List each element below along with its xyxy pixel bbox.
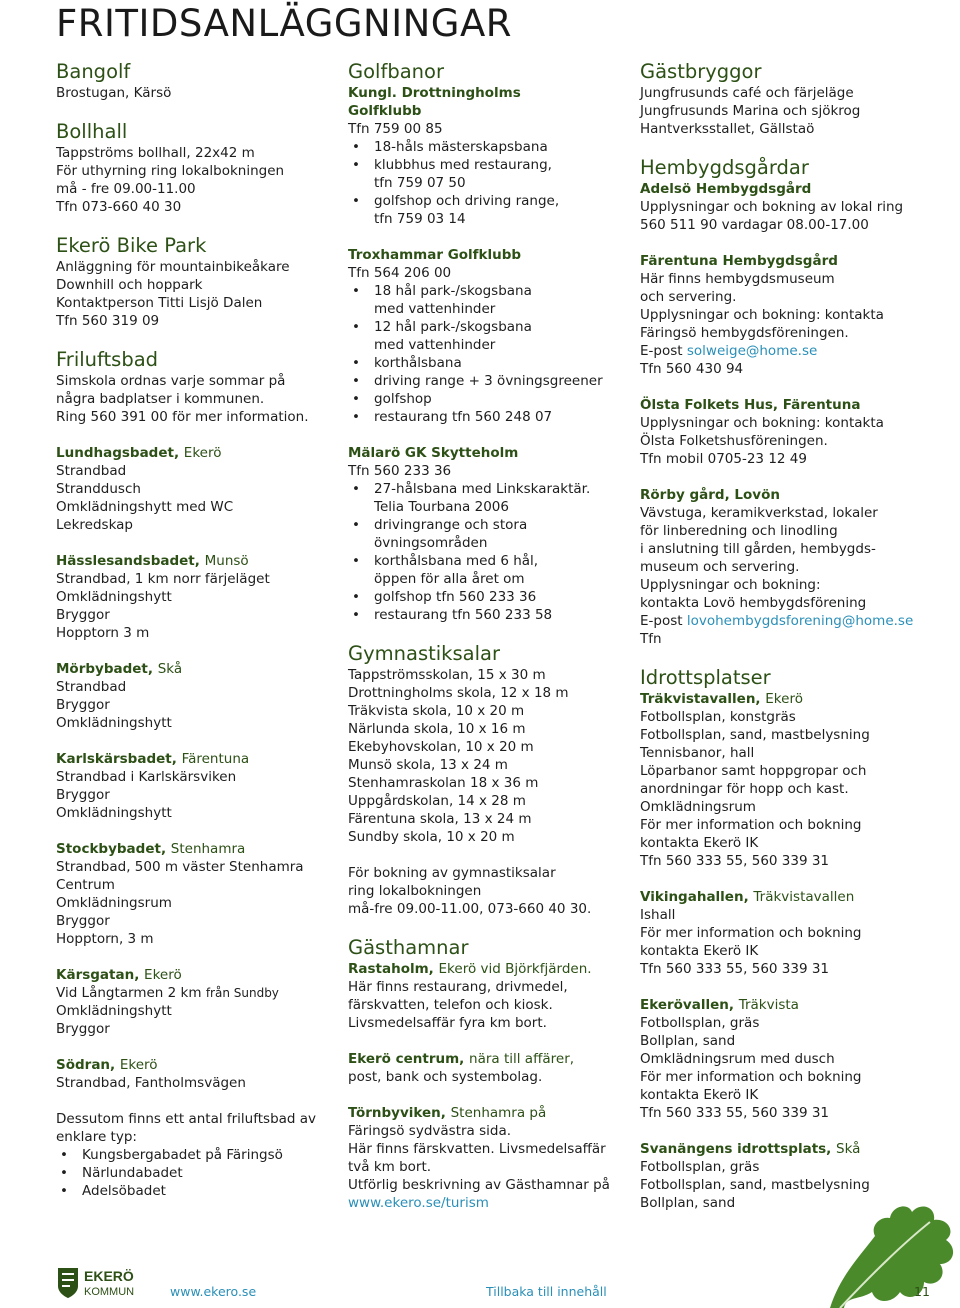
- svanangens-title: [640, 1140, 940, 1158]
- list-item: [348, 480, 630, 516]
- gymnastik-line: Ekebyhovskolan, 10 x 20 m: [348, 739, 534, 755]
- karlskar-line: Bryggor: [56, 787, 110, 803]
- gastbryggor-heading: Gästbryggor: [640, 60, 762, 83]
- adelso-name: Adelsö Hembygdsgård: [640, 181, 812, 197]
- malaro-name: Mälarö GK Skytteholm: [348, 445, 519, 461]
- stockby-line: Bryggor: [56, 913, 110, 929]
- vikinga-line: kontakta Ekerö IK: [640, 943, 759, 959]
- morby-title: [56, 660, 326, 678]
- list-item: [348, 282, 630, 318]
- rorby-email-row: [640, 612, 940, 630]
- stockby-location: Stenhamra: [170, 841, 246, 857]
- list-item-text: klubbhus med restaurang,: [374, 157, 552, 173]
- list-item-text: 12 hål park-/skogsbana: [374, 319, 532, 335]
- trakvista-line: Tfn 560 333 55, 560 339 31: [640, 853, 830, 869]
- list-item: [348, 318, 630, 354]
- karlskar-name: Karlskärsbadet,: [56, 751, 177, 767]
- svanangens-line: Bollplan, sand: [640, 1195, 736, 1211]
- morby-line: Strandbad: [56, 679, 127, 695]
- bikepark-line: Kontaktperson Titti Lisjö Dalen: [56, 295, 263, 311]
- list-item: [348, 552, 630, 588]
- rastaholm-location: Ekerö vid Björkfjärden.: [438, 961, 592, 977]
- gymnastik-line: Sundby skola, 10 x 20 m: [348, 829, 515, 845]
- bollhall-line: må - fre 09.00-11.00: [56, 181, 196, 197]
- list-item-sub: med vattenhinder: [374, 337, 496, 353]
- gasthamnar-heading: Gästhamnar: [348, 936, 469, 959]
- karlskar-title: [56, 750, 326, 768]
- dessutom-line: Dessutom finns ett antal friluftsbad av: [56, 1111, 317, 1127]
- sodran-line: Strandbad, Fantholmsvägen: [56, 1075, 246, 1091]
- gastbryggor-line: Jungfrusunds Marina och sjökrog: [640, 103, 861, 119]
- back-to-contents-link[interactable]: Tillbaka till innehåll: [486, 1284, 607, 1299]
- farentuna-name: Färentuna Hembygdsgård: [640, 253, 838, 269]
- list-item-sub: med vattenhinder: [374, 301, 496, 317]
- lundhags-line: Stranddusch: [56, 481, 141, 497]
- list-item-sub: tfn 759 03 14: [374, 211, 466, 227]
- ekerovallen-location: Träkvista: [738, 997, 799, 1013]
- list-item: [348, 156, 630, 192]
- malaro-tel: Tfn 560 233 36: [348, 463, 452, 479]
- list-item: • Adelsöbadet: [56, 1182, 326, 1200]
- hasslesands-line: Strandbad, 1 km norr färjeläget: [56, 571, 270, 587]
- gastbryggor-line: Hantverksstallet, Gällstaö: [640, 121, 815, 137]
- list-item-text: drivingrange och stora: [374, 517, 528, 533]
- olsta-line: Tfn mobil 0705-23 12 49: [640, 451, 807, 467]
- email-label: E-post: [640, 343, 683, 359]
- rorby-name: Rörby gård, Lovön: [640, 487, 780, 503]
- olsta-name: Ölsta Folkets Hus, Färentuna: [640, 397, 861, 413]
- trakvista-line: kontakta Ekerö IK: [640, 835, 759, 851]
- tornbyviken-name: Törnbyviken,: [348, 1105, 446, 1121]
- bollhall-line: Tappströms bollhall, 22x42 m: [56, 145, 255, 161]
- ekerovallen-line: Tfn 560 333 55, 560 339 31: [640, 1105, 830, 1121]
- logo-text-bottom: KOMMUN: [84, 1286, 135, 1298]
- trakvista-line: Löparbanor samt hoppgropar och: [640, 763, 867, 779]
- olsta-line: Ölsta Folketshusföreningen.: [640, 433, 828, 449]
- trakvista-name: Träkvistavallen,: [640, 691, 761, 707]
- bikepark-heading: Ekerö Bike Park: [56, 234, 207, 257]
- list-item-text: 27-hålsbana med Linkskaraktär.: [374, 481, 591, 497]
- hasslesands-line: Omklädningshytt: [56, 589, 172, 605]
- stockby-name: Stockbybadet,: [56, 841, 167, 857]
- lundhags-line: Omklädningshytt med WC: [56, 499, 234, 515]
- gymnastik-booking: ring lokalbokningen: [348, 883, 482, 899]
- friluftsbad-line: några badplatser i kommunen.: [56, 391, 265, 407]
- karsgatan-location: Ekerö: [144, 967, 182, 983]
- tornbyviken-line: två km bort.: [348, 1159, 432, 1175]
- gymnastik-line: Närlunda skola, 10 x 16 m: [348, 721, 526, 737]
- tornbyviken-location: Stenhamra på: [450, 1105, 547, 1121]
- hembygd-heading: Hembygdsgårdar: [640, 156, 809, 179]
- gymnastik-line: Munsö skola, 13 x 24 m: [348, 757, 508, 773]
- farentuna-line: och servering.: [640, 289, 737, 305]
- ekerocentrum-line: post, bank och systembolag.: [348, 1069, 543, 1085]
- list-item: • korthålsbana: [348, 354, 630, 372]
- vikinga-line: Tfn 560 333 55, 560 339 31: [640, 961, 830, 977]
- list-item: • 18-håls mästerskapsbana: [348, 138, 630, 156]
- bikepark-line: Anläggning för mountainbikeåkare: [56, 259, 290, 275]
- list-item: • restaurang tfn 560 233 58: [348, 606, 630, 624]
- farentuna-tel: Tfn 560 430 94: [640, 361, 744, 377]
- hasslesands-title: [56, 552, 326, 570]
- dessutom-line: enklare typ:: [56, 1129, 137, 1145]
- list-item-text: golfshop och driving range,: [374, 193, 560, 209]
- morby-line: Bryggor: [56, 697, 110, 713]
- gymnastik-line: Drottningholms skola, 12 x 18 m: [348, 685, 569, 701]
- list-item: • golfshop tfn 560 233 36: [348, 588, 630, 606]
- gymnastik-line: Träkvista skola, 10 x 20 m: [348, 703, 525, 719]
- bangolf-line: Brostugan, Kärsö: [56, 85, 172, 101]
- ekero-kommun-logo: [56, 1264, 156, 1300]
- svanangens-line: Fotbollsplan, gräs: [640, 1159, 760, 1175]
- sodran-location: Ekerö: [119, 1057, 158, 1073]
- list-item-text: korthålsbana med 6 hål,: [374, 553, 539, 569]
- karsgatan-line: Omklädningshytt: [56, 1003, 172, 1019]
- lundhags-name: Lundhagsbadet,: [56, 445, 180, 461]
- stockby-line: Omklädningsrum: [56, 895, 172, 911]
- rorby-email-link[interactable]: lovohembygdsforening@home.se: [686, 613, 914, 629]
- vikinga-name: Vikingahallen,: [640, 889, 749, 905]
- trakvista-title: [640, 690, 940, 708]
- stockby-line: Strandbad, 500 m väster Stenhamra: [56, 859, 304, 875]
- morby-line: Omklädningshytt: [56, 715, 172, 731]
- list-item: • Kungsbergabadet på Färingsö: [56, 1146, 326, 1164]
- column-3: [640, 60, 940, 1212]
- friluftsbad-line: Simskola ordnas varje sommar på: [56, 373, 286, 389]
- trakvista-location: Ekerö: [765, 691, 803, 707]
- rastaholm-line: Livsmedelsaffär fyra km bort.: [348, 1015, 547, 1031]
- ekerocentrum-title: [348, 1050, 630, 1068]
- karsgatan-line: Bryggor: [56, 1021, 110, 1037]
- list-item: • golfshop: [348, 390, 630, 408]
- list-item-sub: tfn 759 07 50: [374, 175, 466, 191]
- logo-text-top: EKERÖ: [84, 1268, 134, 1284]
- rorby-line: kontakta Lovö hembygdsförening: [640, 595, 867, 611]
- footer-website-link[interactable]: www.ekero.se: [170, 1284, 257, 1299]
- tornbyviken-line: Utförlig beskrivning av Gästhamnar på: [348, 1177, 610, 1193]
- ekerocentrum-location: nära till affärer,: [469, 1051, 575, 1067]
- ekerovallen-line: Omklädningsrum med dusch: [640, 1051, 835, 1067]
- trakvista-line: För mer information och bokning: [640, 817, 862, 833]
- morby-location: Skå: [157, 661, 183, 677]
- stockby-line: Centrum: [56, 877, 115, 893]
- ekerovallen-line: Bollplan, sand: [640, 1033, 736, 1049]
- troxhammar-name: Troxhammar Golfklubb: [348, 247, 522, 263]
- karsgatan-name: Kärsgatan,: [56, 967, 140, 983]
- vikinga-title: [640, 888, 940, 906]
- lundhags-title: [56, 444, 326, 462]
- tornbyviken-title: [348, 1104, 630, 1122]
- gymnastik-booking: må-fre 09.00-11.00, 073-660 40 30.: [348, 901, 592, 917]
- rorby-line: museum och servering.: [640, 559, 800, 575]
- sodran-title: [56, 1056, 326, 1074]
- bollhall-heading: Bollhall: [56, 120, 128, 143]
- gymnastik-line: Stenhamraskolan 18 x 36 m: [348, 775, 539, 791]
- list-item: • Närlundabadet: [56, 1164, 326, 1182]
- bollhall-line: För uthyrning ring lokalbokningen: [56, 163, 285, 179]
- svanangens-name: Svanängens idrottsplats,: [640, 1141, 832, 1157]
- gastbryggor-line: Jungfrusunds café och färjeläge: [640, 85, 854, 101]
- vikinga-location: Träkvistavallen: [753, 889, 855, 905]
- hasslesands-line: Hopptorn 3 m: [56, 625, 150, 641]
- sodran-name: Södran,: [56, 1057, 116, 1073]
- hasslesands-line: Bryggor: [56, 607, 110, 623]
- list-item-sub: Telia Tourbana 2006: [374, 499, 509, 515]
- farentuna-email-row: [640, 342, 940, 360]
- trakvista-line: Fotbollsplan, konstgräs: [640, 709, 796, 725]
- troxhammar-list: [348, 282, 630, 426]
- list-item: [348, 192, 630, 228]
- vikinga-line: För mer information och bokning: [640, 925, 862, 941]
- karlskar-location: Färentuna: [181, 751, 250, 767]
- bikepark-line: Downhill och hoppark: [56, 277, 203, 293]
- bikepark-line: Tfn 560 319 09: [56, 313, 160, 329]
- trakvista-line: Tennisbanor, hall: [640, 745, 755, 761]
- page-number: 11: [914, 1284, 930, 1299]
- list-item: • restaurang tfn 560 248 07: [348, 408, 630, 426]
- morby-name: Mörbybadet,: [56, 661, 154, 677]
- drottningholm-name: Kungl. Drottningholms: [348, 85, 521, 101]
- list-item-sub: öppen för alla året om: [374, 571, 525, 587]
- trakvista-line: Fotbollsplan, sand, mastbelysning: [640, 727, 870, 743]
- svanangens-line: Fotbollsplan, sand, mastbelysning: [640, 1177, 870, 1193]
- bollhall-line: Tfn 073-660 40 30: [56, 199, 182, 215]
- rorby-line: för linberedning och linodling: [640, 523, 838, 539]
- farentuna-email-link[interactable]: solweige@home.se: [686, 343, 818, 359]
- ekerovallen-line: För mer information och bokning: [640, 1069, 862, 1085]
- ekerovallen-line: Fotbollsplan, gräs: [640, 1015, 760, 1031]
- troxhammar-tel: Tfn 564 206 00: [348, 265, 452, 281]
- lundhags-line: Lekredskap: [56, 517, 133, 533]
- rastaholm-line: färskvatten, telefon och kiosk.: [348, 997, 553, 1013]
- trakvista-line: Omklädningsrum: [640, 799, 756, 815]
- rastaholm-title: [348, 960, 630, 978]
- stockby-line: Hopptorn, 3 m: [56, 931, 154, 947]
- svanangens-location: Skå: [836, 1141, 861, 1157]
- gymnastik-heading: Gymnastiksalar: [348, 642, 500, 665]
- idrott-heading: Idrottsplatser: [640, 666, 771, 689]
- rastaholm-line: Här finns restaurang, drivmedel,: [348, 979, 568, 995]
- tornbyviken-line: Här finns färskvatten. Livsmedelsaffär: [348, 1141, 606, 1157]
- karlskar-line: Omklädningshytt: [56, 805, 172, 821]
- rorby-line: i anslutning till gården, hembygds-: [640, 541, 876, 557]
- farentuna-line: Färingsö hembygdsföreningen.: [640, 325, 849, 341]
- ekerovallen-line: kontakta Ekerö IK: [640, 1087, 759, 1103]
- list-item-sub: övningsområden: [374, 535, 488, 551]
- ekerocentrum-name: Ekerö centrum,: [348, 1051, 465, 1067]
- olsta-line: Upplysningar och bokning: kontakta: [640, 415, 884, 431]
- lundhags-location: Ekerö: [183, 445, 222, 461]
- column-1: [56, 60, 326, 1200]
- gymnastik-booking: För bokning av gymnastiksalar: [348, 865, 556, 881]
- trakvista-line: anordningar för hopp och kast.: [640, 781, 849, 797]
- hasslesands-location: Munsö: [204, 553, 249, 569]
- dessutom-list: [56, 1146, 326, 1200]
- rorby-line: Upplysningar och bokning:: [640, 577, 821, 593]
- friluftsbad-line: Ring 560 391 00 för mer information.: [56, 409, 309, 425]
- gymnastik-line: Tappströmsskolan, 15 x 30 m: [348, 667, 546, 683]
- farentuna-line: Här finns hembygdsmuseum: [640, 271, 835, 287]
- malaro-list: [348, 480, 630, 624]
- vikinga-line: Ishall: [640, 907, 676, 923]
- karsgatan-line-a: Vid Långtarmen 2 km: [56, 985, 202, 1001]
- ekerovallen-title: [640, 996, 940, 1014]
- lundhags-line: Strandbad: [56, 463, 127, 479]
- stockby-title: [56, 840, 326, 858]
- karlskar-line: Strandbad i Karlskärsviken: [56, 769, 237, 785]
- hasslesands-name: Hässlesandsbadet,: [56, 553, 200, 569]
- email-label: E-post: [640, 613, 683, 629]
- drottningholm-list: [348, 138, 630, 228]
- adelso-line: 560 511 90 vardagar 08.00-17.00: [640, 217, 869, 233]
- ekerovallen-name: Ekerövallen,: [640, 997, 734, 1013]
- golfbanor-heading: Golfbanor: [348, 60, 444, 83]
- karsgatan-line: [56, 984, 326, 1002]
- page-title: FRITIDSANLÄGGNINGAR: [56, 2, 512, 45]
- gymnastik-line: Uppgårdskolan, 14 x 28 m: [348, 793, 526, 809]
- list-item-text: 18 hål park-/skogsbana: [374, 283, 532, 299]
- list-item: [348, 516, 630, 552]
- turism-link[interactable]: www.ekero.se/turism: [348, 1195, 489, 1211]
- adelso-line: Upplysningar och bokning av lokal ring: [640, 199, 904, 215]
- karsgatan-title: [56, 966, 326, 984]
- farentuna-line: Upplysningar och bokning: kontakta: [640, 307, 884, 323]
- rastaholm-name: Rastaholm,: [348, 961, 434, 977]
- footer: [0, 1240, 960, 1308]
- karsgatan-line-b: från Sundby: [205, 986, 279, 1000]
- list-item: • driving range + 3 övningsgreener: [348, 372, 630, 390]
- rorby-line: Vävstuga, keramikverkstad, lokaler: [640, 505, 878, 521]
- drottningholm-tel: Tfn 759 00 85: [348, 121, 443, 137]
- column-2: [348, 60, 630, 1212]
- drottningholm-name-2: Golfklubb: [348, 103, 422, 119]
- tornbyviken-line: Färingsö sydvästra sida.: [348, 1123, 512, 1139]
- bangolf-heading: Bangolf: [56, 60, 131, 83]
- rorby-tel: Tfn: [640, 631, 662, 647]
- friluftsbad-heading: Friluftsbad: [56, 348, 159, 371]
- gymnastik-line: Färentuna skola, 13 x 24 m: [348, 811, 532, 827]
